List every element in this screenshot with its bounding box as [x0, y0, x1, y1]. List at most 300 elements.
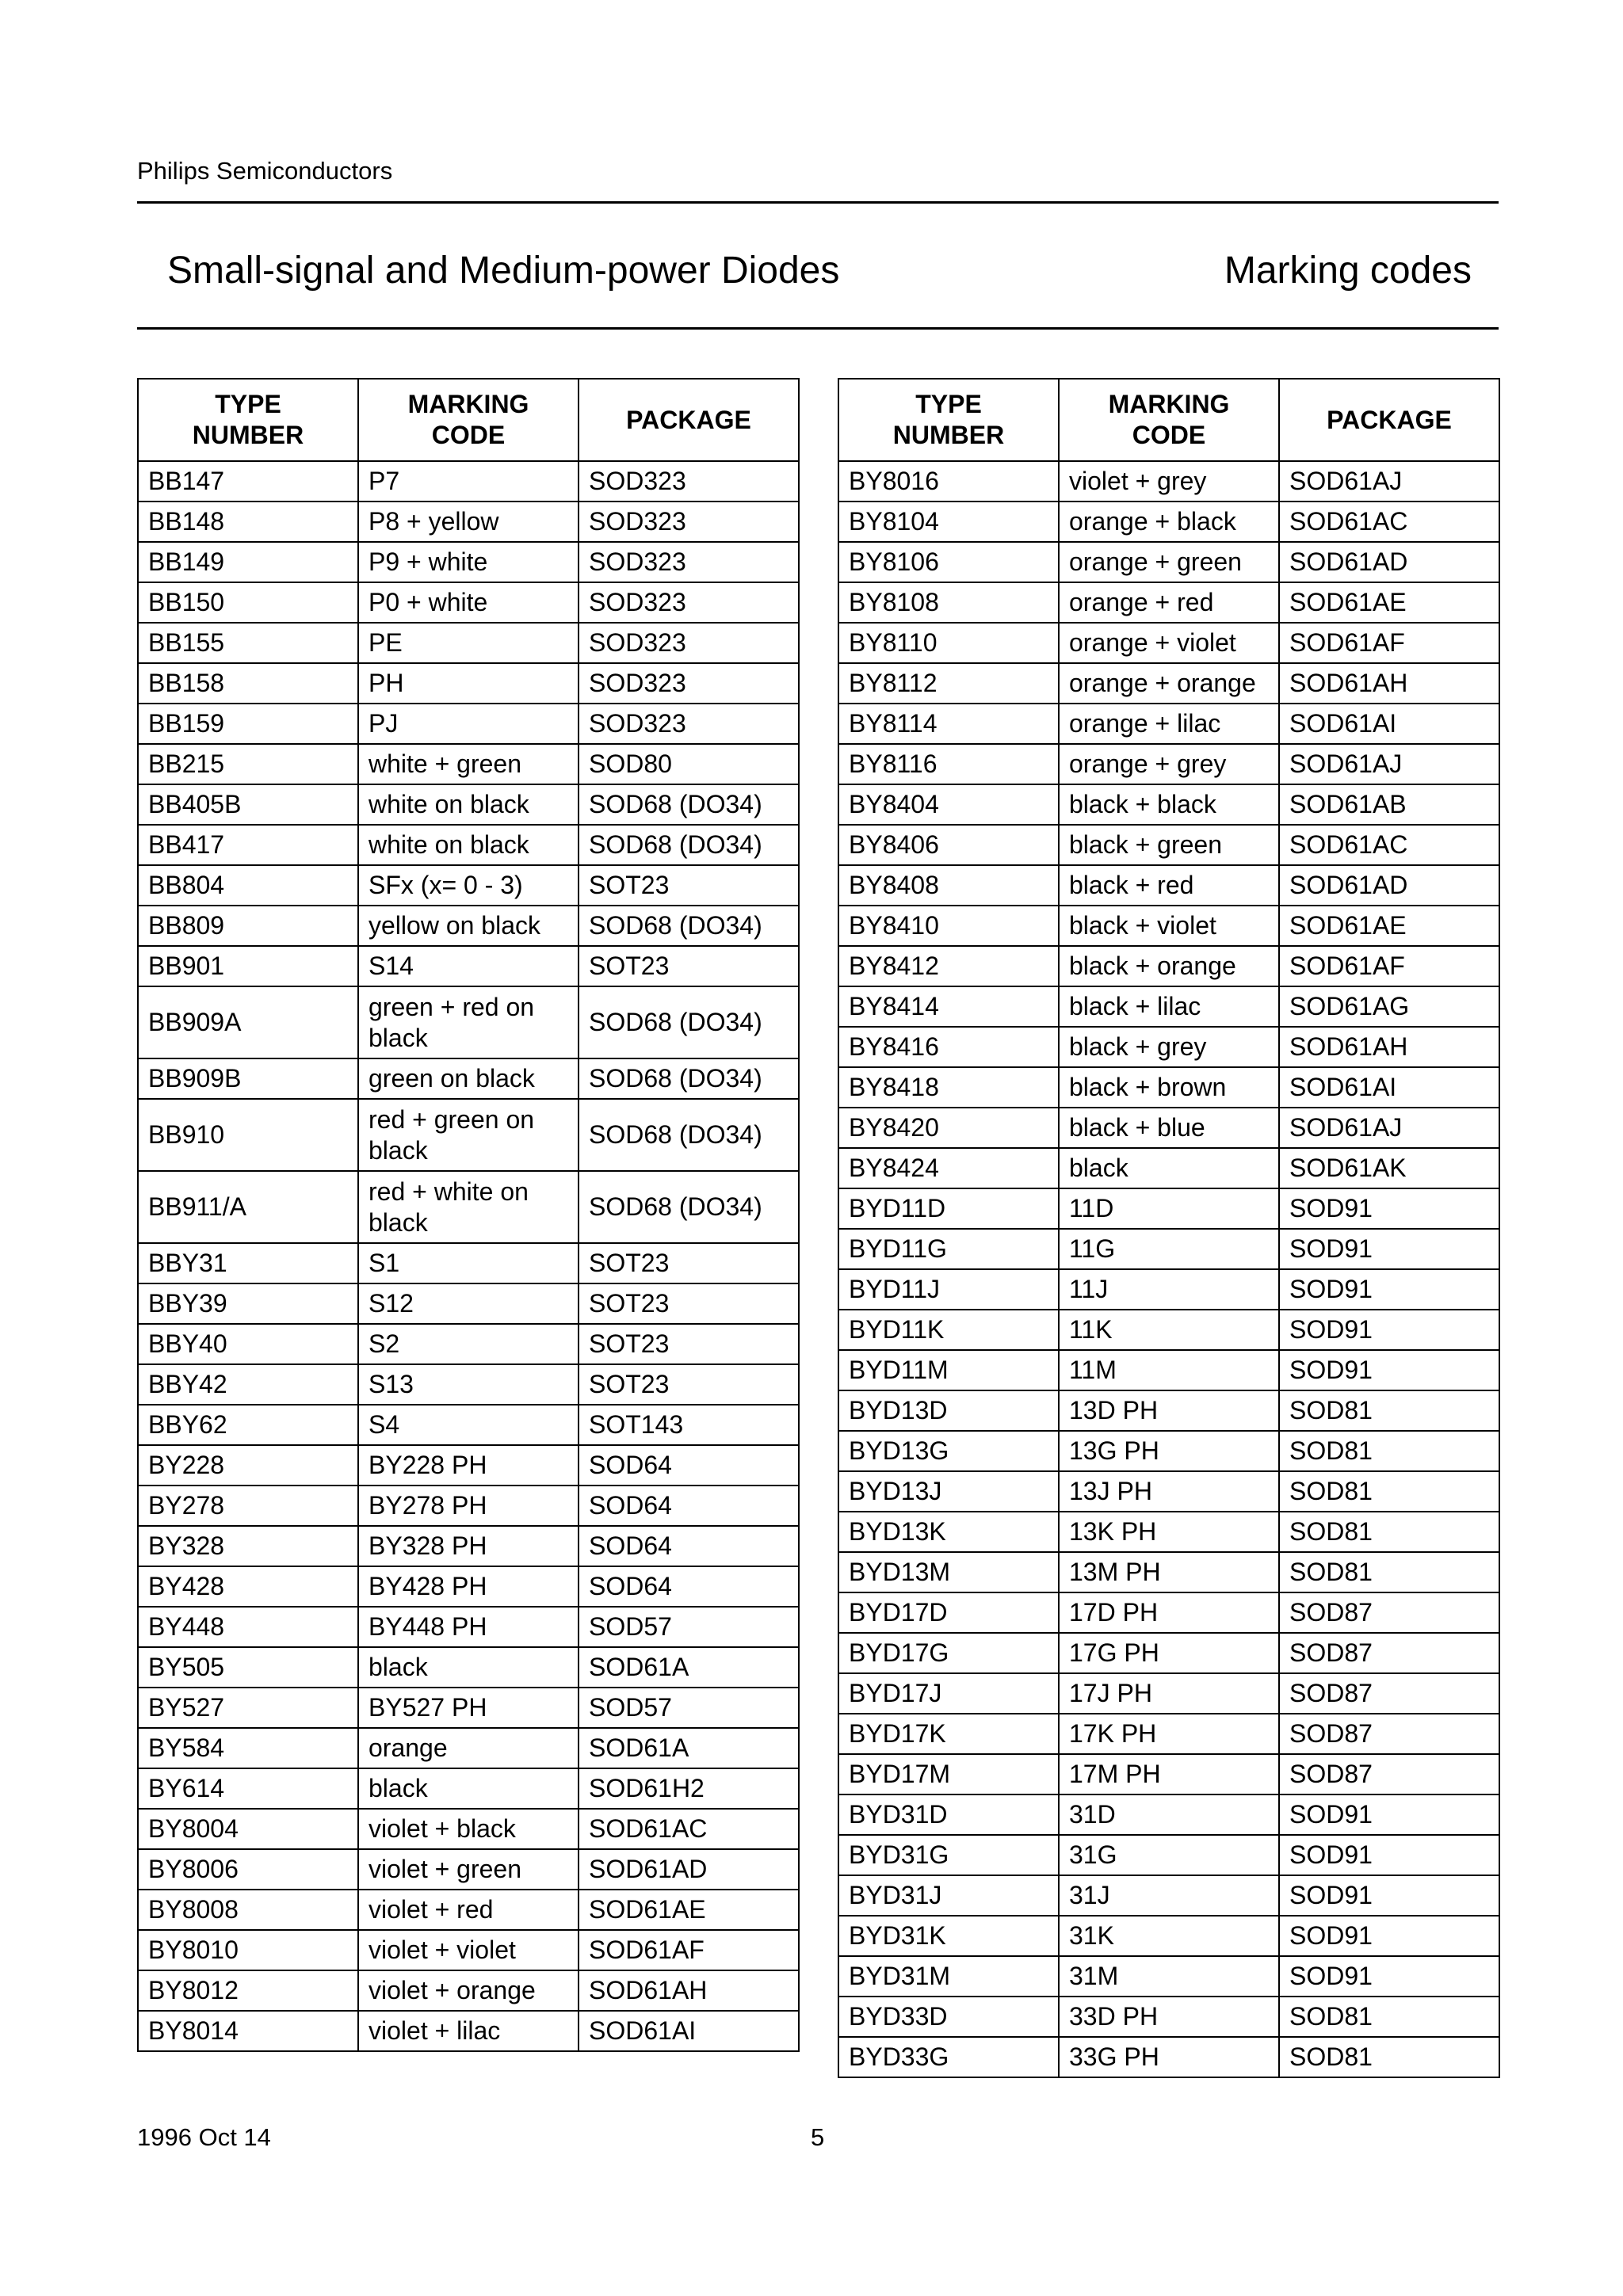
table-row	[838, 1875, 1499, 1916]
package-cell: SOD61AC	[1279, 502, 1499, 542]
type-number-cell: BB158	[138, 663, 358, 704]
package-cell: SOT143	[579, 1405, 799, 1445]
table-row	[138, 744, 799, 784]
marking-code-cell: S2	[358, 1324, 579, 1364]
type-number-cell: BB910	[138, 1099, 358, 1171]
package-cell: SOD61AD	[579, 1849, 799, 1890]
package-cell: SOD91	[1279, 1956, 1499, 1997]
table-header-row	[138, 379, 799, 461]
type-number-cell: BY8006	[138, 1849, 358, 1890]
package-cell: SOD68 (DO34)	[579, 1171, 799, 1243]
type-number-cell: BYD17K	[838, 1714, 1059, 1754]
package-cell: SOD61AF	[1279, 623, 1499, 663]
type-number-cell: BY8008	[138, 1890, 358, 1930]
marking-code-header: MARKING CODE	[1059, 379, 1279, 461]
marking-code-cell: orange + lilac	[1059, 704, 1279, 744]
marking-code-cell: 11J	[1059, 1269, 1279, 1310]
type-number-cell: BB149	[138, 542, 358, 582]
type-number-cell: BB417	[138, 825, 358, 865]
table-row	[138, 1099, 799, 1171]
table-row	[838, 1997, 1499, 2037]
marking-code-cell: black + violet	[1059, 906, 1279, 946]
marking-code-cell: black	[1059, 1148, 1279, 1188]
marking-codes-table-left	[137, 378, 800, 2052]
table-row	[838, 1552, 1499, 1592]
type-number-cell: BYD31D	[838, 1794, 1059, 1835]
package-cell: SOD64	[579, 1526, 799, 1566]
marking-code-cell: yellow on black	[358, 906, 579, 946]
marking-code-cell: 17G PH	[1059, 1633, 1279, 1673]
package-cell: SOD87	[1279, 1714, 1499, 1754]
type-number-cell: BB909A	[138, 986, 358, 1058]
marking-code-cell: BY328 PH	[358, 1526, 579, 1566]
table-row	[838, 1350, 1499, 1390]
table-row	[138, 1058, 799, 1099]
table-row	[838, 1916, 1499, 1956]
table-row	[838, 1188, 1499, 1229]
marking-code-cell: black	[358, 1647, 579, 1688]
marking-code-cell: orange + red	[1059, 582, 1279, 623]
table-row	[838, 1633, 1499, 1673]
table-row	[838, 1673, 1499, 1714]
marking-code-cell: BY527 PH	[358, 1688, 579, 1728]
package-cell: SOD61A	[579, 1728, 799, 1768]
package-cell: SOD91	[1279, 1310, 1499, 1350]
table-row	[138, 1445, 799, 1486]
marking-code-cell: black + brown	[1059, 1067, 1279, 1108]
marking-code-cell: orange + orange	[1059, 663, 1279, 704]
table-row	[138, 1283, 799, 1324]
type-number-cell: BB911/A	[138, 1171, 358, 1243]
type-number-header: TYPE NUMBER	[838, 379, 1059, 461]
package-cell: SOD323	[579, 623, 799, 663]
type-number-cell: BYD11K	[838, 1310, 1059, 1350]
package-cell: SOD323	[579, 582, 799, 623]
marking-code-cell: orange	[358, 1728, 579, 1768]
marking-code-cell: SFx (x= 0 - 3)	[358, 865, 579, 906]
marking-code-cell: black + lilac	[1059, 986, 1279, 1027]
table-row	[138, 1171, 799, 1243]
type-number-cell: BY8016	[838, 461, 1059, 502]
table-row	[838, 1229, 1499, 1269]
marking-code-cell: violet + red	[358, 1890, 579, 1930]
table-row	[138, 502, 799, 542]
table-row	[838, 986, 1499, 1027]
package-cell: SOD323	[579, 542, 799, 582]
package-cell: SOD61AJ	[1279, 1108, 1499, 1148]
type-number-cell: BYD13J	[838, 1471, 1059, 1512]
marking-code-cell: 11M	[1059, 1350, 1279, 1390]
marking-code-cell: BY428 PH	[358, 1566, 579, 1607]
type-number-cell: BB150	[138, 582, 358, 623]
table-row	[838, 1714, 1499, 1754]
package-cell: SOD61AF	[579, 1930, 799, 1970]
table-row	[138, 1243, 799, 1283]
marking-code-cell: 11G	[1059, 1229, 1279, 1269]
table-row	[838, 542, 1499, 582]
table-row	[138, 1809, 799, 1849]
marking-code-cell: orange + violet	[1059, 623, 1279, 663]
table-row	[138, 1849, 799, 1890]
marking-code-cell: white on black	[358, 825, 579, 865]
type-number-cell: BY228	[138, 1445, 358, 1486]
table-header-row	[838, 379, 1499, 461]
table-row	[838, 502, 1499, 542]
type-number-cell: BB215	[138, 744, 358, 784]
type-number-cell: BY8408	[838, 865, 1059, 906]
package-cell: SOD68 (DO34)	[579, 1058, 799, 1099]
marking-code-cell: 17J PH	[1059, 1673, 1279, 1714]
table-row	[138, 1405, 799, 1445]
table-row	[138, 946, 799, 986]
marking-code-cell: 11K	[1059, 1310, 1279, 1350]
package-cell: SOT23	[579, 1364, 799, 1405]
package-cell: SOD57	[579, 1688, 799, 1728]
package-cell: SOD81	[1279, 1390, 1499, 1431]
type-number-cell: BYD11D	[838, 1188, 1059, 1229]
marking-code-cell: PE	[358, 623, 579, 663]
type-number-cell: BYD13K	[838, 1512, 1059, 1552]
package-cell: SOD61H2	[579, 1768, 799, 1809]
package-cell: SOD68 (DO34)	[579, 825, 799, 865]
package-cell: SOD61AH	[1279, 663, 1499, 704]
table-row	[838, 744, 1499, 784]
type-number-cell: BY8114	[838, 704, 1059, 744]
package-cell: SOD81	[1279, 1997, 1499, 2037]
type-number-cell: BB809	[138, 906, 358, 946]
company-name: Philips Semiconductors	[137, 157, 393, 185]
package-cell: SOD68 (DO34)	[579, 986, 799, 1058]
table-row	[838, 825, 1499, 865]
type-number-cell: BY8116	[838, 744, 1059, 784]
marking-code-cell: S12	[358, 1283, 579, 1324]
package-cell: SOD323	[579, 704, 799, 744]
marking-code-cell: red + green on black	[358, 1099, 579, 1171]
table-row	[138, 542, 799, 582]
table-row	[838, 1431, 1499, 1471]
package-cell: SOD91	[1279, 1269, 1499, 1310]
marking-code-cell: black + black	[1059, 784, 1279, 825]
table-row	[138, 1486, 799, 1526]
header-rule	[137, 201, 1499, 204]
table-row	[838, 784, 1499, 825]
type-number-cell: BYD31J	[838, 1875, 1059, 1916]
marking-code-cell: violet + grey	[1059, 461, 1279, 502]
marking-code-cell: violet + black	[358, 1809, 579, 1849]
marking-code-cell: 13G PH	[1059, 1431, 1279, 1471]
package-cell: SOD91	[1279, 1229, 1499, 1269]
table-row	[838, 946, 1499, 986]
marking-codes-table-right	[838, 378, 1500, 2078]
package-cell: SOD61AC	[1279, 825, 1499, 865]
package-cell: SOD81	[1279, 1471, 1499, 1512]
package-cell: SOD80	[579, 744, 799, 784]
package-cell: SOD61AD	[1279, 542, 1499, 582]
package-cell: SOD81	[1279, 1431, 1499, 1471]
table-row	[138, 2011, 799, 2051]
marking-code-cell: violet + violet	[358, 1930, 579, 1970]
package-cell: SOD91	[1279, 1835, 1499, 1875]
package-cell: SOD91	[1279, 1350, 1499, 1390]
type-number-header: TYPE NUMBER	[138, 379, 358, 461]
marking-code-cell: BY278 PH	[358, 1486, 579, 1526]
package-cell: SOD91	[1279, 1875, 1499, 1916]
type-number-cell: BB147	[138, 461, 358, 502]
table-row	[138, 1890, 799, 1930]
package-cell: SOD64	[579, 1445, 799, 1486]
marking-code-cell: black + green	[1059, 825, 1279, 865]
type-number-cell: BBY42	[138, 1364, 358, 1405]
type-number-cell: BY8414	[838, 986, 1059, 1027]
table-row	[838, 1390, 1499, 1431]
marking-code-cell: 17M PH	[1059, 1754, 1279, 1794]
type-number-cell: BB159	[138, 704, 358, 744]
marking-code-cell: orange + grey	[1059, 744, 1279, 784]
page-number: 5	[811, 2123, 825, 2151]
table-row	[138, 1930, 799, 1970]
type-number-cell: BY8110	[838, 623, 1059, 663]
marking-code-cell: black + orange	[1059, 946, 1279, 986]
marking-code-cell: 17K PH	[1059, 1714, 1279, 1754]
package-cell: SOT23	[579, 946, 799, 986]
table-row	[138, 1647, 799, 1688]
marking-code-cell: green + red on black	[358, 986, 579, 1058]
title-rule	[137, 327, 1499, 330]
marking-code-cell: 11D	[1059, 1188, 1279, 1229]
marking-code-cell: 33D PH	[1059, 1997, 1279, 2037]
table-row	[838, 865, 1499, 906]
table-row	[138, 1607, 799, 1647]
table-row	[838, 1956, 1499, 1997]
table-row	[138, 1324, 799, 1364]
type-number-cell: BYD17D	[838, 1592, 1059, 1633]
table-row	[838, 704, 1499, 744]
package-cell: SOD61A	[579, 1647, 799, 1688]
type-number-cell: BYD11J	[838, 1269, 1059, 1310]
type-number-cell: BY448	[138, 1607, 358, 1647]
table-row	[838, 1754, 1499, 1794]
marking-code-cell: 13M PH	[1059, 1552, 1279, 1592]
table-row	[138, 784, 799, 825]
marking-code-cell: P7	[358, 461, 579, 502]
type-number-cell: BYD13M	[838, 1552, 1059, 1592]
type-number-cell: BY8424	[838, 1148, 1059, 1188]
marking-code-cell: green on black	[358, 1058, 579, 1099]
table-row	[138, 825, 799, 865]
table-row	[138, 582, 799, 623]
table-row	[838, 1794, 1499, 1835]
type-number-cell: BY8412	[838, 946, 1059, 986]
marking-code-cell: violet + orange	[358, 1970, 579, 2011]
marking-code-cell: black + red	[1059, 865, 1279, 906]
table-row	[838, 1512, 1499, 1552]
marking-code-cell: P8 + yellow	[358, 502, 579, 542]
marking-code-cell: 13J PH	[1059, 1471, 1279, 1512]
type-number-cell: BY8106	[838, 542, 1059, 582]
package-header: PACKAGE	[1279, 379, 1499, 461]
package-cell: SOD61AE	[1279, 906, 1499, 946]
type-number-cell: BYD31G	[838, 1835, 1059, 1875]
package-cell: SOD81	[1279, 1552, 1499, 1592]
table-row	[138, 1768, 799, 1809]
package-cell: SOD61AI	[1279, 704, 1499, 744]
type-number-cell: BY8014	[138, 2011, 358, 2051]
package-cell: SOD61AJ	[1279, 461, 1499, 502]
package-cell: SOD61AI	[579, 2011, 799, 2051]
table-row	[138, 1526, 799, 1566]
package-cell: SOD81	[1279, 1512, 1499, 1552]
package-cell: SOD87	[1279, 1673, 1499, 1714]
type-number-cell: BY584	[138, 1728, 358, 1768]
package-cell: SOT23	[579, 1324, 799, 1364]
table-row	[838, 461, 1499, 502]
table-row	[138, 1970, 799, 2011]
package-cell: SOD323	[579, 502, 799, 542]
marking-code-cell: red + white on black	[358, 1171, 579, 1243]
marking-code-cell: S14	[358, 946, 579, 986]
type-number-cell: BYD17M	[838, 1754, 1059, 1794]
type-number-cell: BY527	[138, 1688, 358, 1728]
table-row	[838, 1108, 1499, 1148]
type-number-cell: BYD33G	[838, 2037, 1059, 2077]
package-cell: SOD61AI	[1279, 1067, 1499, 1108]
package-cell: SOD61AG	[1279, 986, 1499, 1027]
package-cell: SOD64	[579, 1486, 799, 1526]
type-number-cell: BY8112	[838, 663, 1059, 704]
type-number-cell: BYD11M	[838, 1350, 1059, 1390]
type-number-cell: BY428	[138, 1566, 358, 1607]
package-cell: SOD68 (DO34)	[579, 784, 799, 825]
type-number-cell: BYD11G	[838, 1229, 1059, 1269]
document-title: Small-signal and Medium-power Diodes	[167, 250, 840, 292]
package-cell: SOD61AE	[1279, 582, 1499, 623]
package-cell: SOD323	[579, 461, 799, 502]
type-number-cell: BB405B	[138, 784, 358, 825]
type-number-cell: BYD13G	[838, 1431, 1059, 1471]
package-cell: SOD61AK	[1279, 1148, 1499, 1188]
type-number-cell: BYD31M	[838, 1956, 1059, 1997]
package-cell: SOD323	[579, 663, 799, 704]
section-title: Marking codes	[1224, 250, 1472, 292]
type-number-cell: BY8012	[138, 1970, 358, 2011]
package-cell: SOD91	[1279, 1794, 1499, 1835]
package-cell: SOD87	[1279, 1754, 1499, 1794]
marking-code-cell: 31K	[1059, 1916, 1279, 1956]
marking-code-cell: S13	[358, 1364, 579, 1405]
package-cell: SOD61AH	[1279, 1027, 1499, 1067]
type-number-cell: BY505	[138, 1647, 358, 1688]
type-number-cell: BB804	[138, 865, 358, 906]
table-row	[838, 1148, 1499, 1188]
type-number-cell: BYD17J	[838, 1673, 1059, 1714]
table-row	[838, 1471, 1499, 1512]
marking-code-cell: black + blue	[1059, 1108, 1279, 1148]
marking-code-cell: PJ	[358, 704, 579, 744]
type-number-cell: BY8418	[838, 1067, 1059, 1108]
table-row	[838, 1067, 1499, 1108]
table-row	[838, 906, 1499, 946]
marking-code-cell: S4	[358, 1405, 579, 1445]
type-number-cell: BY8410	[838, 906, 1059, 946]
marking-code-cell: orange + green	[1059, 542, 1279, 582]
type-number-cell: BY8010	[138, 1930, 358, 1970]
package-cell: SOT23	[579, 1283, 799, 1324]
marking-code-cell: 33G PH	[1059, 2037, 1279, 2077]
marking-code-cell: 31G	[1059, 1835, 1279, 1875]
table-row	[138, 1688, 799, 1728]
marking-code-cell: black	[358, 1768, 579, 1809]
marking-code-cell: 31M	[1059, 1956, 1279, 1997]
table-row	[838, 1835, 1499, 1875]
marking-code-cell: PH	[358, 663, 579, 704]
marking-code-cell: black + grey	[1059, 1027, 1279, 1067]
type-number-cell: BY614	[138, 1768, 358, 1809]
type-number-cell: BYD17G	[838, 1633, 1059, 1673]
table-row	[138, 1364, 799, 1405]
package-cell: SOD87	[1279, 1633, 1499, 1673]
table-row	[138, 1728, 799, 1768]
type-number-cell: BYD13D	[838, 1390, 1059, 1431]
table-row	[138, 1566, 799, 1607]
package-cell: SOT23	[579, 865, 799, 906]
type-number-cell: BB909B	[138, 1058, 358, 1099]
table-row	[138, 906, 799, 946]
package-cell: SOD91	[1279, 1188, 1499, 1229]
package-cell: SOT23	[579, 1243, 799, 1283]
table-row	[138, 663, 799, 704]
marking-code-cell: white + green	[358, 744, 579, 784]
type-number-cell: BBY39	[138, 1283, 358, 1324]
marking-code-cell: violet + green	[358, 1849, 579, 1890]
marking-code-header: MARKING CODE	[358, 379, 579, 461]
marking-code-cell: 17D PH	[1059, 1592, 1279, 1633]
type-number-cell: BBY62	[138, 1405, 358, 1445]
type-number-cell: BB901	[138, 946, 358, 986]
package-cell: SOD61AE	[579, 1890, 799, 1930]
package-cell: SOD91	[1279, 1916, 1499, 1956]
type-number-cell: BY8406	[838, 825, 1059, 865]
table-row	[138, 865, 799, 906]
package-cell: SOD68 (DO34)	[579, 906, 799, 946]
marking-code-cell: P9 + white	[358, 542, 579, 582]
table-row	[838, 1592, 1499, 1633]
table-row	[838, 623, 1499, 663]
type-number-cell: BBY31	[138, 1243, 358, 1283]
package-cell: SOD61AB	[1279, 784, 1499, 825]
package-cell: SOD61AC	[579, 1809, 799, 1849]
table-row	[838, 1027, 1499, 1067]
table-row	[838, 1310, 1499, 1350]
type-number-cell: BY8416	[838, 1027, 1059, 1067]
package-cell: SOD68 (DO34)	[579, 1099, 799, 1171]
package-cell: SOD87	[1279, 1592, 1499, 1633]
marking-code-cell: white on black	[358, 784, 579, 825]
marking-code-cell: 31J	[1059, 1875, 1279, 1916]
package-cell: SOD61AD	[1279, 865, 1499, 906]
package-cell: SOD57	[579, 1607, 799, 1647]
table-row	[838, 582, 1499, 623]
type-number-cell: BB155	[138, 623, 358, 663]
table-row	[838, 2037, 1499, 2077]
footer-date: 1996 Oct 14	[137, 2123, 271, 2151]
marking-code-cell: P0 + white	[358, 582, 579, 623]
table-row	[838, 1269, 1499, 1310]
package-cell: SOD81	[1279, 2037, 1499, 2077]
type-number-cell: BBY40	[138, 1324, 358, 1364]
type-number-cell: BY8108	[838, 582, 1059, 623]
marking-code-cell: 13K PH	[1059, 1512, 1279, 1552]
table-row	[138, 623, 799, 663]
